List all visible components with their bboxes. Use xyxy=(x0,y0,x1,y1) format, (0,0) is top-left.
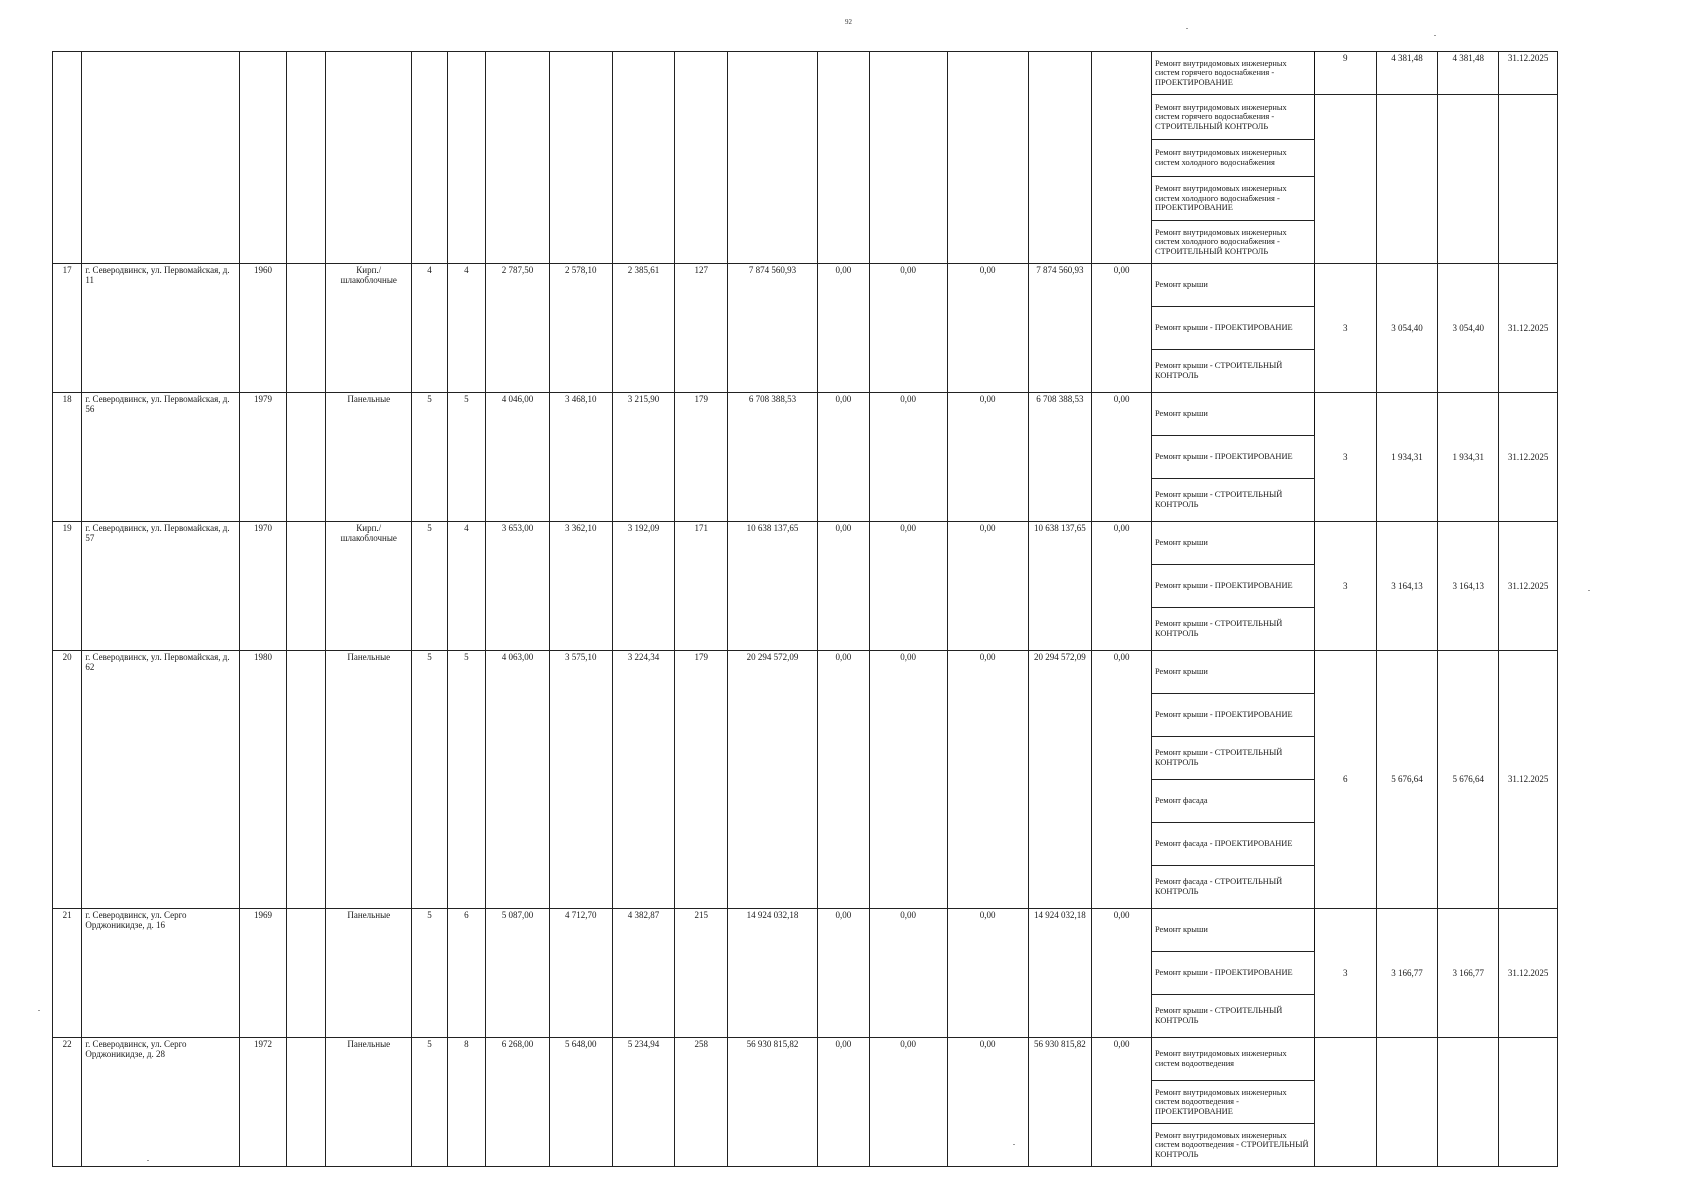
year-cell: 1969 xyxy=(240,909,287,1038)
work-type-cell: Ремонт внутридомовых инженерных систем водоотведения - СТРОИТЕЛЬНЫЙ КОНТРОЛЬ xyxy=(1152,1124,1315,1167)
fund-cell: 0,00 xyxy=(818,522,870,651)
year-cell: 1979 xyxy=(240,393,287,522)
work-type-cell: Ремонт крыши - СТРОИТЕЛЬНЫЙ КОНТРОЛЬ xyxy=(1152,608,1315,651)
max-unit-cost-cell: 3 054,40 xyxy=(1438,264,1499,393)
total-cost-cell: 6 708 388,53 xyxy=(728,393,818,522)
work-type-cell: Ремонт внутридомовых инженерных систем холодного водоснабжения - СТРОИТЕЛЬНЫЙ КОНТРОЛЬ xyxy=(1152,221,1315,264)
empty-cell xyxy=(549,52,612,264)
floors-cell: 5 xyxy=(412,393,447,522)
fund-cell: 0,00 xyxy=(947,393,1028,522)
work-type-cell: Ремонт крыши - СТРОИТЕЛЬНЫЙ КОНТРОЛЬ xyxy=(1152,995,1315,1038)
wall-material-cell: Панельные xyxy=(326,651,412,909)
other-fund-cell: 0,00 xyxy=(1092,651,1152,909)
empty-cell xyxy=(612,52,675,264)
empty-cell xyxy=(286,1038,325,1167)
empty-cell xyxy=(1314,95,1376,264)
fund-cell: 0,00 xyxy=(947,651,1028,909)
work-type-cell: Ремонт фасада xyxy=(1152,780,1315,823)
work-type-cell: Ремонт фасада - ПРОЕКТИРОВАНИЕ xyxy=(1152,823,1315,866)
fund-cell: 0,00 xyxy=(818,909,870,1038)
other-fund-cell: 0,00 xyxy=(1092,264,1152,393)
residents-cell: 127 xyxy=(675,264,728,393)
other-fund-cell: 0,00 xyxy=(1092,393,1152,522)
row-number-cell: 17 xyxy=(53,264,82,393)
owners-fund-cell: 7 874 560,93 xyxy=(1028,264,1092,393)
address-cell: г. Северодвинск, ул. Первомайская, д. 57 xyxy=(82,522,240,651)
total-cost-cell: 10 638 137,65 xyxy=(728,522,818,651)
entrances-cell: 8 xyxy=(447,1038,485,1167)
work-type-cell: Ремонт внутридомовых инженерных систем горячего водоснабжения - ПРОЕКТИРОВАНИЕ xyxy=(1152,52,1315,95)
work-type-cell: Ремонт крыши - ПРОЕКТИРОВАНИЕ xyxy=(1152,307,1315,350)
row-number-cell: 18 xyxy=(53,393,82,522)
unit-cost-cell: 5 676,64 xyxy=(1376,651,1438,909)
deadline-cell: 31.12.2025 xyxy=(1499,393,1558,522)
deadline-cell: 31.12.2025 xyxy=(1499,909,1558,1038)
row-number-cell: 19 xyxy=(53,522,82,651)
fund-cell: 0,00 xyxy=(818,264,870,393)
address-cell: г. Северодвинск, ул. Первомайская, д. 62 xyxy=(82,651,240,909)
total-area-cell: 4 046,00 xyxy=(486,393,550,522)
fund-cell: 0,00 xyxy=(818,651,870,909)
empty-cell xyxy=(286,909,325,1038)
work-type-cell: Ремонт внутридомовых инженерных систем холодного водоснабжения - ПРОЕКТИРОВАНИЕ xyxy=(1152,177,1315,221)
residential-area-cell: 3 224,34 xyxy=(612,651,675,909)
max-unit-cost-cell: 4 381,48 xyxy=(1438,52,1499,95)
empty-cell xyxy=(286,522,325,651)
fund-cell: 0,00 xyxy=(869,1038,947,1167)
residential-area-cell: 4 382,87 xyxy=(612,909,675,1038)
fund-cell: 0,00 xyxy=(947,522,1028,651)
deadline-cell xyxy=(1499,1038,1558,1167)
empty-cell xyxy=(447,52,485,264)
owners-fund-cell: 56 930 815,82 xyxy=(1028,1038,1092,1167)
empty-cell xyxy=(1376,95,1438,264)
total-cost-cell: 14 924 032,18 xyxy=(728,909,818,1038)
premises-area-cell: 3 575,10 xyxy=(549,651,612,909)
empty-cell xyxy=(1028,52,1092,264)
work-type-cell: Ремонт крыши xyxy=(1152,393,1315,436)
floors-cell: 5 xyxy=(412,909,447,1038)
work-type-cell: Ремонт крыши - ПРОЕКТИРОВАНИЕ xyxy=(1152,694,1315,737)
deadline-cell: 31.12.2025 xyxy=(1499,52,1558,95)
work-type-cell: Ремонт крыши - ПРОЕКТИРОВАНИЕ xyxy=(1152,565,1315,608)
residents-cell: 179 xyxy=(675,651,728,909)
deadline-cell: 31.12.2025 xyxy=(1499,651,1558,909)
fund-cell: 0,00 xyxy=(947,1038,1028,1167)
owners-fund-cell: 20 294 572,09 xyxy=(1028,651,1092,909)
work-type-cell: Ремонт крыши - ПРОЕКТИРОВАНИЕ xyxy=(1152,436,1315,479)
residents-cell: 179 xyxy=(675,393,728,522)
unit-cost-cell: 3 166,77 xyxy=(1376,909,1438,1038)
work-type-cell: Ремонт внутридомовых инженерных систем водоотведения - ПРОЕКТИРОВАНИЕ xyxy=(1152,1081,1315,1124)
empty-cell xyxy=(82,52,240,264)
wall-material-cell: Кирп./ шлакоблочные xyxy=(326,522,412,651)
entrances-cell: 4 xyxy=(447,522,485,651)
scan-speck xyxy=(38,1010,40,1011)
unit-cost-cell xyxy=(1376,1038,1438,1167)
fund-cell: 0,00 xyxy=(869,522,947,651)
floors-cell: 5 xyxy=(412,522,447,651)
max-unit-cost-cell: 5 676,64 xyxy=(1438,651,1499,909)
work-count-cell: 3 xyxy=(1314,393,1376,522)
fund-cell: 0,00 xyxy=(869,264,947,393)
premises-area-cell: 5 648,00 xyxy=(549,1038,612,1167)
total-area-cell: 3 653,00 xyxy=(486,522,550,651)
total-area-cell: 6 268,00 xyxy=(486,1038,550,1167)
other-fund-cell: 0,00 xyxy=(1092,909,1152,1038)
max-unit-cost-cell: 3 166,77 xyxy=(1438,909,1499,1038)
fund-cell: 0,00 xyxy=(869,393,947,522)
empty-cell xyxy=(486,52,550,264)
scan-speck xyxy=(1013,1144,1015,1145)
unit-cost-cell: 3 164,13 xyxy=(1376,522,1438,651)
table-row xyxy=(53,909,1558,952)
year-cell: 1960 xyxy=(240,264,287,393)
work-count-cell: 3 xyxy=(1314,522,1376,651)
residents-cell: 215 xyxy=(675,909,728,1038)
work-type-cell: Ремонт внутридомовых инженерных систем водоотведения xyxy=(1152,1038,1315,1081)
scan-speck xyxy=(1186,28,1188,29)
premises-area-cell: 3 362,10 xyxy=(549,522,612,651)
other-fund-cell: 0,00 xyxy=(1092,1038,1152,1167)
fund-cell: 0,00 xyxy=(947,264,1028,393)
work-type-cell: Ремонт крыши xyxy=(1152,909,1315,952)
fund-cell: 0,00 xyxy=(869,651,947,909)
table-row xyxy=(53,393,1558,436)
residential-area-cell: 3 192,09 xyxy=(612,522,675,651)
max-unit-cost-cell: 1 934,31 xyxy=(1438,393,1499,522)
work-type-cell: Ремонт крыши - СТРОИТЕЛЬНЫЙ КОНТРОЛЬ xyxy=(1152,479,1315,522)
row-number-cell: 22 xyxy=(53,1038,82,1167)
owners-fund-cell: 6 708 388,53 xyxy=(1028,393,1092,522)
work-count-cell: 9 xyxy=(1314,52,1376,95)
year-cell: 1970 xyxy=(240,522,287,651)
unit-cost-cell: 4 381,48 xyxy=(1376,52,1438,95)
total-cost-cell: 20 294 572,09 xyxy=(728,651,818,909)
work-type-cell: Ремонт внутридомовых инженерных систем холодного водоснабжения xyxy=(1152,140,1315,177)
premises-area-cell: 4 712,70 xyxy=(549,909,612,1038)
year-cell: 1972 xyxy=(240,1038,287,1167)
empty-cell xyxy=(1092,52,1152,264)
owners-fund-cell: 14 924 032,18 xyxy=(1028,909,1092,1038)
fund-cell: 0,00 xyxy=(947,909,1028,1038)
empty-cell xyxy=(675,52,728,264)
residents-cell: 258 xyxy=(675,1038,728,1167)
max-unit-cost-cell: 3 164,13 xyxy=(1438,522,1499,651)
premises-area-cell: 2 578,10 xyxy=(549,264,612,393)
capital-repair-table-wrapper xyxy=(52,51,1558,1159)
deadline-cell: 31.12.2025 xyxy=(1499,522,1558,651)
fund-cell: 0,00 xyxy=(869,909,947,1038)
empty-cell xyxy=(240,52,287,264)
table-row xyxy=(53,264,1558,307)
page-number: 92 xyxy=(845,18,852,26)
work-count-cell: 3 xyxy=(1314,909,1376,1038)
total-cost-cell: 7 874 560,93 xyxy=(728,264,818,393)
wall-material-cell: Панельные xyxy=(326,1038,412,1167)
empty-cell xyxy=(286,651,325,909)
entrances-cell: 5 xyxy=(447,393,485,522)
capital-repair-table xyxy=(52,51,1558,1167)
row-number-cell: 20 xyxy=(53,651,82,909)
entrances-cell: 4 xyxy=(447,264,485,393)
empty-cell xyxy=(412,52,447,264)
unit-cost-cell: 1 934,31 xyxy=(1376,393,1438,522)
address-cell: г. Северодвинск, ул. Первомайская, д. 56 xyxy=(82,393,240,522)
empty-cell xyxy=(53,52,82,264)
floors-cell: 4 xyxy=(412,264,447,393)
premises-area-cell: 3 468,10 xyxy=(549,393,612,522)
scan-speck xyxy=(1434,35,1436,36)
fund-cell: 0,00 xyxy=(818,1038,870,1167)
empty-cell xyxy=(869,52,947,264)
unit-cost-cell: 3 054,40 xyxy=(1376,264,1438,393)
empty-cell xyxy=(1438,95,1499,264)
residential-area-cell: 2 385,61 xyxy=(612,264,675,393)
work-type-cell: Ремонт крыши xyxy=(1152,651,1315,694)
work-type-cell: Ремонт крыши xyxy=(1152,522,1315,565)
work-type-cell: Ремонт крыши - ПРОЕКТИРОВАНИЕ xyxy=(1152,952,1315,995)
address-cell: г. Северодвинск, ул. Серго Орджоникидзе, д. 16 xyxy=(82,909,240,1038)
work-count-cell: 6 xyxy=(1314,651,1376,909)
table-row xyxy=(53,651,1558,694)
table-row xyxy=(53,52,1558,95)
address-cell: г. Северодвинск, ул. Серго Орджоникидзе, д. 28 xyxy=(82,1038,240,1167)
wall-material-cell: Кирп./ шлакоблочные xyxy=(326,264,412,393)
deadline-cell: 31.12.2025 xyxy=(1499,264,1558,393)
work-type-cell: Ремонт крыши - СТРОИТЕЛЬНЫЙ КОНТРОЛЬ xyxy=(1152,737,1315,780)
other-fund-cell: 0,00 xyxy=(1092,522,1152,651)
work-count-cell: 3 xyxy=(1314,264,1376,393)
year-cell: 1980 xyxy=(240,651,287,909)
empty-cell xyxy=(286,393,325,522)
total-area-cell: 5 087,00 xyxy=(486,909,550,1038)
work-count-cell xyxy=(1314,1038,1376,1167)
work-type-cell: Ремонт внутридомовых инженерных систем горячего водоснабжения - СТРОИТЕЛЬНЫЙ КОНТРОЛЬ xyxy=(1152,95,1315,140)
floors-cell: 5 xyxy=(412,651,447,909)
fund-cell: 0,00 xyxy=(818,393,870,522)
empty-cell xyxy=(728,52,818,264)
wall-material-cell: Панельные xyxy=(326,393,412,522)
entrances-cell: 5 xyxy=(447,651,485,909)
max-unit-cost-cell xyxy=(1438,1038,1499,1167)
work-type-cell: Ремонт фасада - СТРОИТЕЛЬНЫЙ КОНТРОЛЬ xyxy=(1152,866,1315,909)
work-type-cell: Ремонт крыши - СТРОИТЕЛЬНЫЙ КОНТРОЛЬ xyxy=(1152,350,1315,393)
scan-speck xyxy=(1588,590,1590,591)
empty-cell xyxy=(818,52,870,264)
residential-area-cell: 5 234,94 xyxy=(612,1038,675,1167)
empty-cell xyxy=(286,264,325,393)
table-row xyxy=(53,522,1558,565)
table-row xyxy=(53,1038,1558,1081)
total-area-cell: 4 063,00 xyxy=(486,651,550,909)
floors-cell: 5 xyxy=(412,1038,447,1167)
row-number-cell: 21 xyxy=(53,909,82,1038)
scan-speck xyxy=(147,1160,149,1161)
address-cell: г. Северодвинск, ул. Первомайская, д. 11 xyxy=(82,264,240,393)
empty-cell xyxy=(1499,95,1558,264)
total-area-cell: 2 787,50 xyxy=(486,264,550,393)
empty-cell xyxy=(326,52,412,264)
entrances-cell: 6 xyxy=(447,909,485,1038)
residential-area-cell: 3 215,90 xyxy=(612,393,675,522)
empty-cell xyxy=(286,52,325,264)
total-cost-cell: 56 930 815,82 xyxy=(728,1038,818,1167)
work-type-cell: Ремонт крыши xyxy=(1152,264,1315,307)
empty-cell xyxy=(947,52,1028,264)
owners-fund-cell: 10 638 137,65 xyxy=(1028,522,1092,651)
residents-cell: 171 xyxy=(675,522,728,651)
wall-material-cell: Панельные xyxy=(326,909,412,1038)
